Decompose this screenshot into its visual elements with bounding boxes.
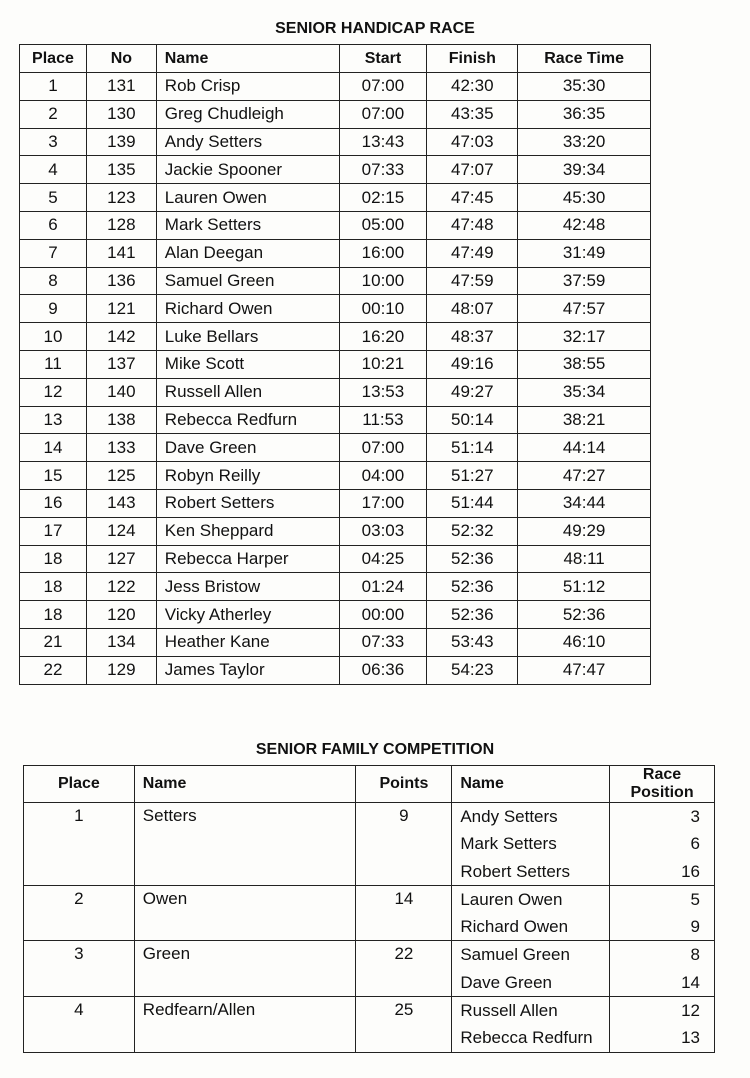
fam-header-race-position: Race Position: [610, 766, 715, 803]
cell-no: 122: [86, 573, 156, 601]
col-header-name: Name: [156, 45, 339, 73]
cell-finish: 47:48: [427, 211, 518, 239]
cell-name: Vicky Atherley: [156, 601, 339, 629]
member-name: Mark Setters: [460, 834, 557, 854]
cell-name: Rob Crisp: [156, 73, 339, 101]
cell-no: 125: [86, 462, 156, 490]
cell-finish: 49:16: [427, 350, 518, 378]
race-title: SENIOR HANDICAP RACE: [275, 20, 475, 37]
cell-finish: 52:36: [427, 545, 518, 573]
cell-finish: 47:07: [427, 156, 518, 184]
cell-race-time: 52:36: [518, 601, 651, 629]
cell-place: 3: [20, 128, 87, 156]
table-row: [20, 128, 651, 156]
fam-header-points: Points: [356, 766, 452, 803]
cell-name: Richard Owen: [156, 295, 339, 323]
table-row: [20, 295, 651, 323]
family-header-row: [24, 766, 715, 803]
fam-header-member-name: Name: [452, 766, 610, 803]
family-place: 4: [24, 997, 135, 1053]
cell-no: 120: [86, 601, 156, 629]
race-results-table: [19, 44, 651, 685]
cell-place: 8: [20, 267, 87, 295]
family-points: 22: [356, 941, 452, 997]
cell-finish: 47:59: [427, 267, 518, 295]
cell-name: Jess Bristow: [156, 573, 339, 601]
family-members: [452, 803, 610, 886]
cell-finish: 52:36: [427, 601, 518, 629]
cell-finish: 51:27: [427, 462, 518, 490]
cell-no: 139: [86, 128, 156, 156]
cell-race-time: 35:34: [518, 378, 651, 406]
table-row: [20, 350, 651, 378]
cell-finish: 49:27: [427, 378, 518, 406]
cell-start: 04:25: [339, 545, 427, 573]
col-header-no: No: [86, 45, 156, 73]
cell-name: Ken Sheppard: [156, 517, 339, 545]
cell-start: 17:00: [339, 489, 427, 517]
cell-place: 18: [20, 601, 87, 629]
cell-race-time: 39:34: [518, 156, 651, 184]
member-positions: [610, 885, 715, 941]
table-row: [20, 545, 651, 573]
family-title: SENIOR FAMILY COMPETITION: [255, 741, 495, 758]
table-row: [20, 489, 651, 517]
cell-no: 135: [86, 156, 156, 184]
member-name: Lauren Owen: [460, 889, 563, 909]
family-place: 2: [24, 885, 135, 941]
cell-no: 127: [86, 545, 156, 573]
cell-start: 07:33: [339, 628, 427, 656]
cell-place: 4: [20, 156, 87, 184]
cell-place: 11: [20, 350, 87, 378]
cell-finish: 43:35: [427, 100, 518, 128]
cell-race-time: 47:57: [518, 295, 651, 323]
table-row: [20, 434, 651, 462]
cell-race-time: 37:59: [518, 267, 651, 295]
cell-no: 134: [86, 628, 156, 656]
member-race-position: 8: [690, 945, 700, 965]
table-row: [20, 73, 651, 101]
cell-name: Russell Allen: [156, 378, 339, 406]
cell-no: 142: [86, 323, 156, 351]
cell-name: Rebecca Harper: [156, 545, 339, 573]
cell-name: Andy Setters: [156, 128, 339, 156]
cell-start: 05:00: [339, 211, 427, 239]
table-row: [20, 100, 651, 128]
family-group-row: [24, 941, 715, 997]
family-members: [452, 941, 610, 997]
member-name: Robert Setters: [460, 861, 570, 881]
cell-race-time: 47:47: [518, 656, 651, 684]
member-positions: [610, 941, 715, 997]
table-row: [20, 156, 651, 184]
cell-place: 9: [20, 295, 87, 323]
member-race-position: 6: [690, 834, 700, 854]
cell-no: 143: [86, 489, 156, 517]
cell-name: Rebecca Redfurn: [156, 406, 339, 434]
cell-finish: 48:07: [427, 295, 518, 323]
cell-start: 07:00: [339, 434, 427, 462]
cell-no: 131: [86, 73, 156, 101]
cell-no: 141: [86, 239, 156, 267]
member-name: Andy Setters: [460, 807, 558, 826]
family-place: 1: [24, 803, 135, 886]
cell-no: 140: [86, 378, 156, 406]
cell-start: 00:10: [339, 295, 427, 323]
family-place: 3: [24, 941, 135, 997]
member-race-position: 12: [681, 1001, 700, 1021]
cell-no: 137: [86, 350, 156, 378]
cell-start: 13:43: [339, 128, 427, 156]
family-points: 25: [356, 997, 452, 1053]
cell-race-time: 35:30: [518, 73, 651, 101]
cell-start: 10:00: [339, 267, 427, 295]
cell-place: 13: [20, 406, 87, 434]
family-members: [452, 997, 610, 1053]
race-header-row: [20, 45, 651, 73]
cell-finish: 54:23: [427, 656, 518, 684]
cell-start: 11:53: [339, 406, 427, 434]
table-row: [20, 517, 651, 545]
cell-place: 18: [20, 545, 87, 573]
member-race-position: 16: [681, 861, 700, 881]
cell-place: 5: [20, 184, 87, 212]
table-row: [20, 184, 651, 212]
member-race-position: 14: [681, 972, 700, 992]
cell-finish: 53:43: [427, 628, 518, 656]
member-name: Samuel Green: [460, 945, 570, 965]
cell-race-time: 42:48: [518, 211, 651, 239]
family-members: [452, 885, 610, 941]
cell-place: 15: [20, 462, 87, 490]
cell-place: 18: [20, 573, 87, 601]
table-row: [20, 601, 651, 629]
cell-start: 07:00: [339, 73, 427, 101]
cell-no: 128: [86, 211, 156, 239]
cell-start: 06:36: [339, 656, 427, 684]
cell-place: 10: [20, 323, 87, 351]
cell-finish: 50:14: [427, 406, 518, 434]
cell-finish: 51:14: [427, 434, 518, 462]
member-name: Richard Owen: [460, 917, 569, 937]
cell-start: 04:00: [339, 462, 427, 490]
cell-finish: 42:30: [427, 73, 518, 101]
cell-no: 121: [86, 295, 156, 323]
cell-name: Mike Scott: [156, 350, 339, 378]
col-header-start: Start: [339, 45, 427, 73]
cell-race-time: 31:49: [518, 239, 651, 267]
cell-race-time: 33:20: [518, 128, 651, 156]
member-race-position: 9: [690, 917, 700, 937]
cell-place: 22: [20, 656, 87, 684]
cell-no: 133: [86, 434, 156, 462]
col-header-place: Place: [20, 45, 87, 73]
family-name: Owen: [134, 885, 356, 941]
cell-start: 16:20: [339, 323, 427, 351]
cell-race-time: 44:14: [518, 434, 651, 462]
cell-place: 6: [20, 211, 87, 239]
cell-place: 14: [20, 434, 87, 462]
cell-race-time: 46:10: [518, 628, 651, 656]
cell-finish: 47:45: [427, 184, 518, 212]
cell-no: 138: [86, 406, 156, 434]
table-row: [20, 406, 651, 434]
cell-place: 17: [20, 517, 87, 545]
table-row: [20, 628, 651, 656]
cell-no: 124: [86, 517, 156, 545]
cell-race-time: 51:12: [518, 573, 651, 601]
member-race-position: 3: [690, 807, 700, 826]
family-group-row: [24, 803, 715, 886]
family-points: 14: [356, 885, 452, 941]
cell-race-time: 38:55: [518, 350, 651, 378]
cell-no: 123: [86, 184, 156, 212]
table-row: [20, 211, 651, 239]
cell-race-time: 34:44: [518, 489, 651, 517]
family-points: 9: [356, 803, 452, 886]
cell-start: 03:03: [339, 517, 427, 545]
member-name: Rebecca Redfurn: [460, 1028, 593, 1048]
cell-start: 07:33: [339, 156, 427, 184]
family-group-row: [24, 997, 715, 1053]
cell-no: 129: [86, 656, 156, 684]
cell-finish: 52:36: [427, 573, 518, 601]
cell-name: Robyn Reilly: [156, 462, 339, 490]
cell-name: Robert Setters: [156, 489, 339, 517]
table-row: [20, 573, 651, 601]
cell-finish: 51:44: [427, 489, 518, 517]
cell-finish: 47:49: [427, 239, 518, 267]
cell-no: 130: [86, 100, 156, 128]
col-header-finish: Finish: [427, 45, 518, 73]
cell-start: 07:00: [339, 100, 427, 128]
cell-name: Jackie Spooner: [156, 156, 339, 184]
cell-name: Heather Kane: [156, 628, 339, 656]
cell-name: Lauren Owen: [156, 184, 339, 212]
family-competition-table: [23, 765, 715, 1053]
family-name: Redfearn/Allen: [134, 997, 356, 1053]
table-row: [20, 239, 651, 267]
fam-header-name: Name: [134, 766, 356, 803]
cell-start: 13:53: [339, 378, 427, 406]
member-race-position: 5: [690, 889, 700, 909]
cell-name: Greg Chudleigh: [156, 100, 339, 128]
cell-name: Alan Deegan: [156, 239, 339, 267]
family-name: Setters: [134, 803, 356, 886]
cell-race-time: 45:30: [518, 184, 651, 212]
cell-race-time: 49:29: [518, 517, 651, 545]
cell-name: Samuel Green: [156, 267, 339, 295]
cell-place: 12: [20, 378, 87, 406]
cell-race-time: 38:21: [518, 406, 651, 434]
member-positions: [610, 803, 715, 886]
cell-start: 00:00: [339, 601, 427, 629]
cell-place: 16: [20, 489, 87, 517]
cell-start: 02:15: [339, 184, 427, 212]
cell-place: 2: [20, 100, 87, 128]
table-row: [20, 462, 651, 490]
cell-place: 21: [20, 628, 87, 656]
cell-name: Luke Bellars: [156, 323, 339, 351]
member-race-position: 13: [681, 1028, 700, 1048]
member-name: Dave Green: [460, 972, 553, 992]
table-row: [20, 656, 651, 684]
cell-start: 01:24: [339, 573, 427, 601]
cell-name: Dave Green: [156, 434, 339, 462]
table-row: [20, 378, 651, 406]
cell-name: James Taylor: [156, 656, 339, 684]
family-name: Green: [134, 941, 356, 997]
col-header-race-time: Race Time: [518, 45, 651, 73]
cell-finish: 52:32: [427, 517, 518, 545]
table-row: [20, 267, 651, 295]
cell-race-time: 32:17: [518, 323, 651, 351]
cell-place: 7: [20, 239, 87, 267]
member-positions: [610, 997, 715, 1053]
cell-start: 10:21: [339, 350, 427, 378]
cell-race-time: 48:11: [518, 545, 651, 573]
member-name: Russell Allen: [460, 1001, 558, 1021]
cell-start: 16:00: [339, 239, 427, 267]
cell-race-time: 36:35: [518, 100, 651, 128]
cell-name: Mark Setters: [156, 211, 339, 239]
family-group-row: [24, 885, 715, 941]
cell-finish: 48:37: [427, 323, 518, 351]
cell-race-time: 47:27: [518, 462, 651, 490]
table-row: [20, 323, 651, 351]
fam-header-place: Place: [24, 766, 135, 803]
cell-no: 136: [86, 267, 156, 295]
cell-finish: 47:03: [427, 128, 518, 156]
cell-place: 1: [20, 73, 87, 101]
